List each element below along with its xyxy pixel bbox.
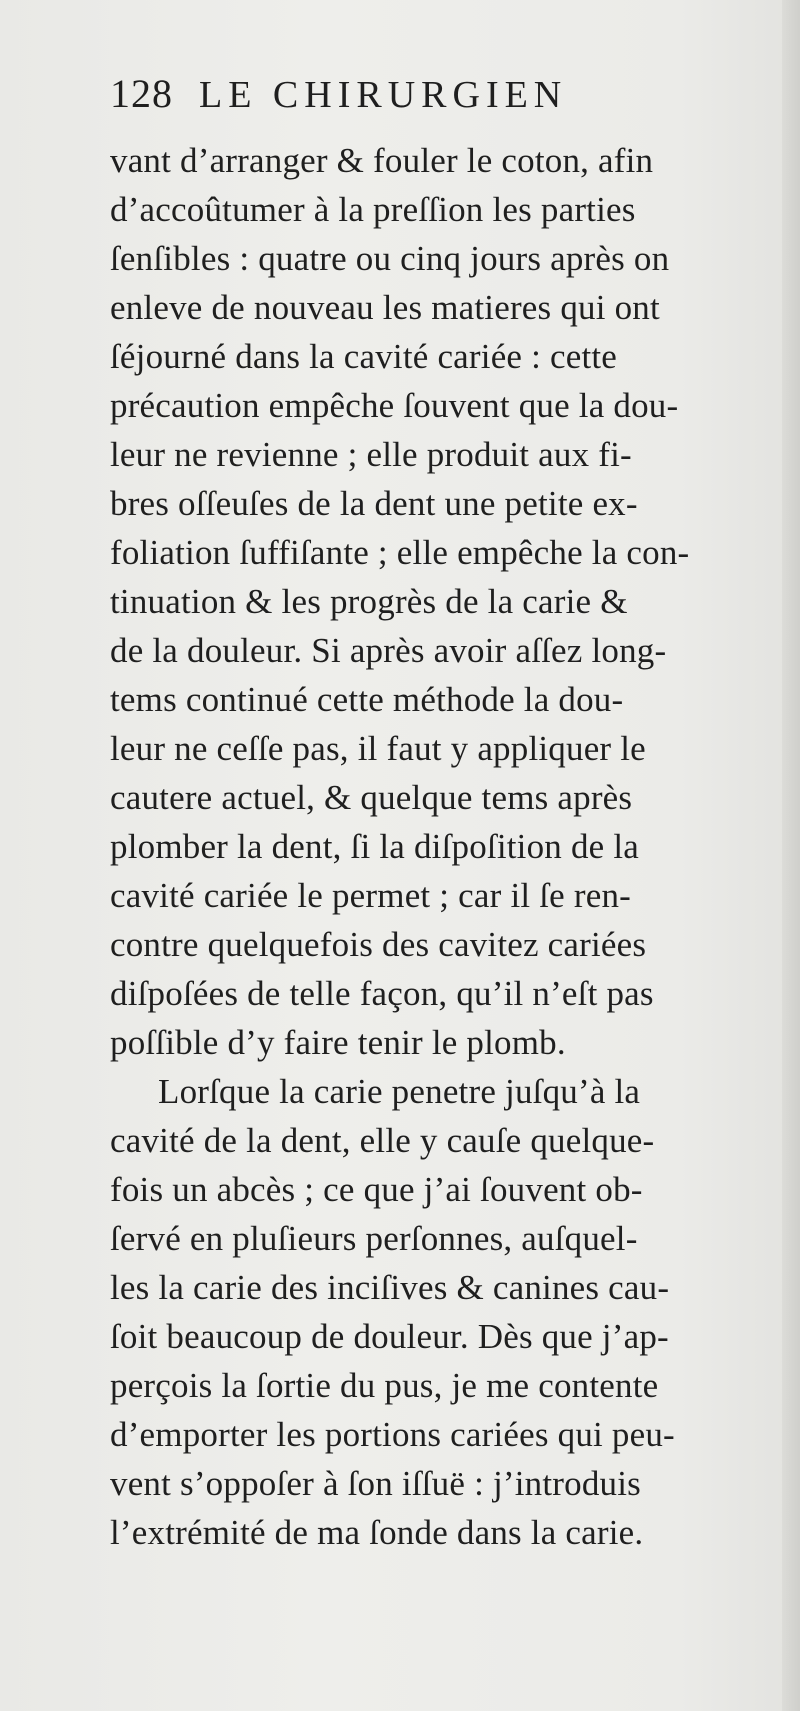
- text-line: diſpoſées de telle façon, qu’il n’eſt pas: [110, 974, 654, 1013]
- text-line: plomber la dent, ſi la diſpoſition de la: [110, 827, 640, 866]
- text-line: fois un abcès ; ce que j’ai ſouvent ob-: [110, 1170, 643, 1209]
- text-line: vant d’arranger & fouler le coton, afin: [110, 141, 654, 180]
- text-line: bres oſſeuſes de la dent une petite ex-: [110, 484, 638, 523]
- text-line: l’extrémité de ma ſonde dans la carie.: [110, 1513, 644, 1552]
- text-line: contre quelquefois des cavitez cariées: [110, 925, 647, 964]
- page-number: 128: [110, 71, 173, 116]
- text-line: cavité de la dent, elle y cauſe quelque-: [110, 1121, 655, 1160]
- text-line: ſenſibles : quatre ou cinq jours après on: [110, 239, 670, 278]
- text-line: ſoit beaucoup de douleur. Dès que j’ap-: [110, 1317, 669, 1356]
- text-line: poſſible d’y faire tenir le plomb.: [110, 1023, 566, 1062]
- text-line: cavité cariée le permet ; car il ſe ren-: [110, 876, 632, 915]
- text-block: [110, 70, 780, 1557]
- running-title: LE CHIRURGIEN: [199, 74, 568, 116]
- body-text: [110, 136, 780, 1557]
- text-line: perçois la ſortie du pus, je me contente: [110, 1366, 659, 1405]
- running-head: [110, 70, 780, 136]
- text-line: leur ne revienne ; elle produit aux fi-: [110, 435, 632, 474]
- text-line: leur ne ceſſe pas, il faut y appliquer le: [110, 729, 646, 768]
- text-line: d’emporter les portions cariées qui peu-: [110, 1415, 675, 1454]
- text-line: tems continué cette méthode la dou-: [110, 680, 624, 719]
- text-line: ſervé en pluſieurs perſonnes, auſquel-: [110, 1219, 638, 1258]
- text-line: enleve de nouveau les matieres qui ont: [110, 288, 660, 327]
- text-line: les la carie des inciſives & canines cau-: [110, 1268, 670, 1307]
- text-line: ſéjourné dans la cavité cariée : cette: [110, 337, 618, 376]
- text-line: foliation ſuffiſante ; elle empêche la con-: [110, 533, 690, 572]
- text-line: de la douleur. Si après avoir aſſez long-: [110, 631, 667, 670]
- page-gutter: [782, 0, 800, 1711]
- paragraph-start-line: Lorſque la carie penetre juſqu’à la: [158, 1072, 641, 1111]
- text-line: cautere actuel, & quelque tems après: [110, 778, 633, 817]
- text-line: précaution empêche ſouvent que la dou-: [110, 386, 679, 425]
- text-line: d’accoûtumer à la preſſion les parties: [110, 190, 636, 229]
- text-line: tinuation & les progrès de la carie &: [110, 582, 628, 621]
- text-line: vent s’oppoſer à ſon iſſuë : j’introduis: [110, 1464, 641, 1503]
